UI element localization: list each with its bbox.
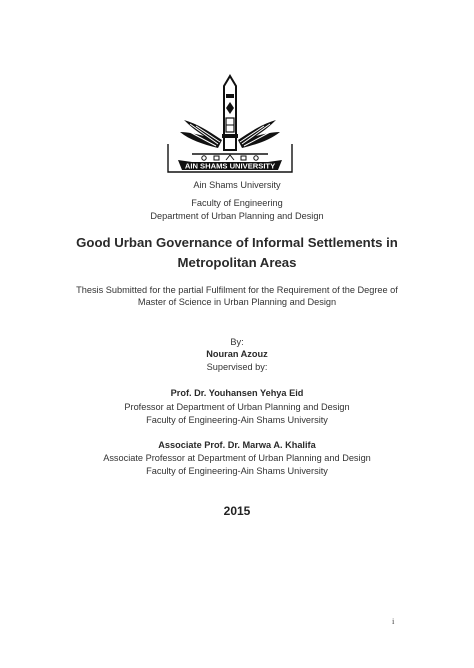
supervisor-1-role: Professor at Department of Urban Planning and Design: [124, 402, 350, 412]
thesis-year: 2015: [223, 504, 251, 518]
ain-shams-university-logo-icon: [160, 74, 314, 174]
by-label: By:: [230, 337, 244, 347]
author-name: Nouran Azouz: [206, 349, 268, 359]
supervisor-2-role: Associate Professor at Department of Urban Planning and Design: [103, 453, 371, 463]
page-number: i: [392, 616, 395, 626]
thesis-title-line-1: Good Urban Governance of Informal Settlements in: [76, 235, 398, 250]
logo-banner-text: AIN SHAMS UNIVERSITY: [184, 161, 276, 171]
faculty-name: Faculty of Engineering: [191, 198, 283, 208]
thesis-statement-line-2: Master of Science in Urban Planning and Design: [137, 297, 337, 307]
supervisor-2-name: Associate Prof. Dr. Marwa A. Khalifa: [158, 440, 316, 450]
supervisor-1-affiliation: Faculty of Engineering-Ain Shams University: [146, 415, 328, 425]
supervisor-1-name: Prof. Dr. Youhansen Yehya Eid: [170, 388, 304, 398]
supervisor-2-affiliation: Faculty of Engineering-Ain Shams University: [146, 466, 328, 476]
department-name: Department of Urban Planning and Design: [150, 211, 324, 221]
supervised-by-label: Supervised by:: [206, 362, 268, 372]
university-name: Ain Shams University: [193, 180, 281, 190]
thesis-title-line-2: Metropolitan Areas: [177, 255, 297, 270]
thesis-statement-line-1: Thesis Submitted for the partial Fulfilment for the Requirement of the Degree of: [76, 285, 398, 295]
